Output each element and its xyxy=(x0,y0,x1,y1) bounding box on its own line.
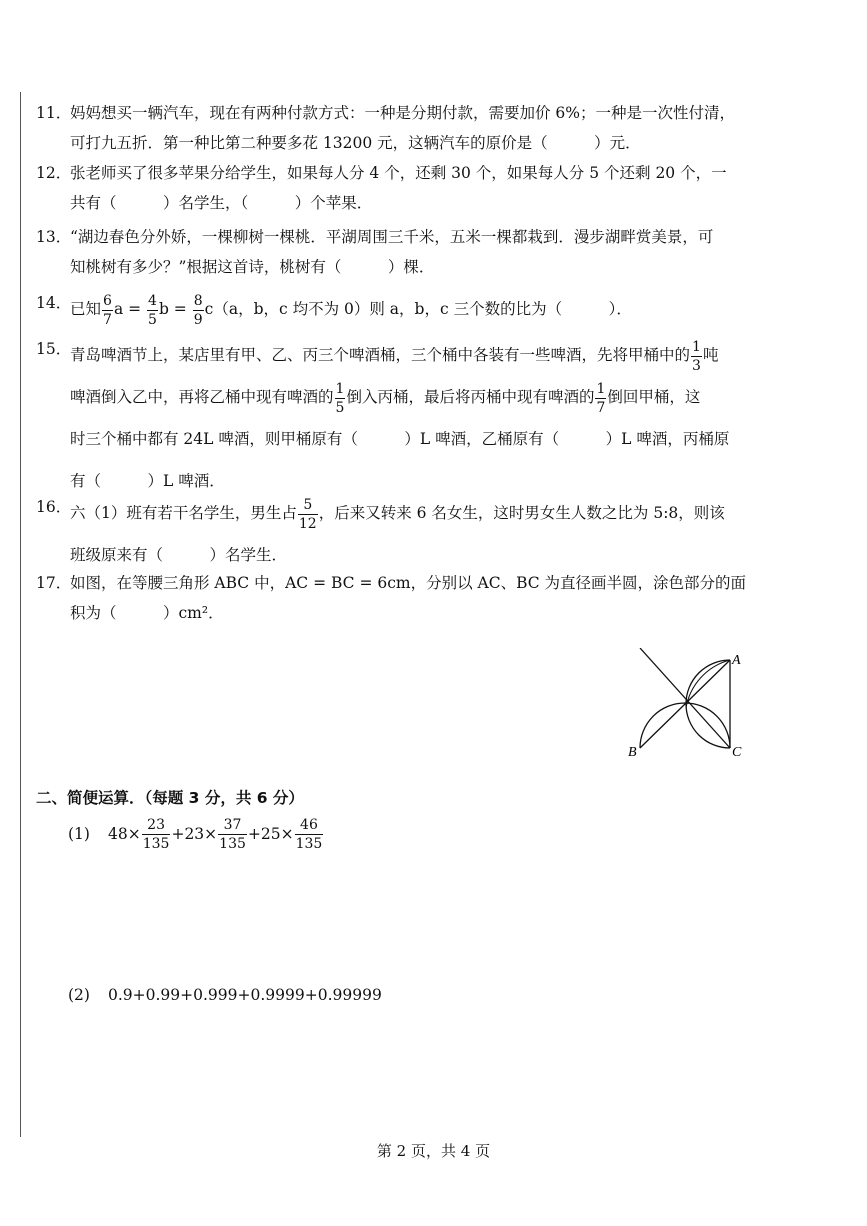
question-line-text: 知桃树有多少？”根据这首诗，桃树有（ ）棵． xyxy=(70,258,435,276)
question-number: 15． xyxy=(36,340,72,358)
fraction-numerator: 6 xyxy=(103,292,112,309)
calc-item-2-label: (2) xyxy=(68,986,90,1004)
side-bc xyxy=(640,648,730,748)
fraction-denominator: 135 xyxy=(142,836,170,852)
question-line-text: 啤酒倒入乙中，再将乙桶中现有啤酒的 xyxy=(70,388,334,406)
calc-1-text: +23× xyxy=(171,824,218,843)
question-13 xyxy=(36,222,760,282)
question-line xyxy=(70,598,760,628)
question-line-text: 张老师买了很多苹果分给学生，如果每人分 4 个，还剩 30 个，如果每人分 5 个还剩 20 个，一 xyxy=(70,164,727,182)
semicircle-on-bc xyxy=(640,703,730,748)
question-line xyxy=(70,418,760,460)
question-line-text: 积为（ ）cm²． xyxy=(70,604,224,622)
question-line-text: “湖边春色分外娇，一棵柳树一棵桃．平湖周围三千米，五米一棵都栽到．漫步湖畔赏美景，可 xyxy=(70,228,714,246)
question-body xyxy=(70,158,760,218)
question-line-text: 可打九五折．第一种比第二种要多花 13200 元，这辆汽车的原价是（ ）元． xyxy=(70,134,641,152)
fraction-numerator: 1 xyxy=(596,380,606,397)
question-body xyxy=(70,288,760,330)
question-body xyxy=(70,222,760,282)
page-footer: 第 2 页，共 4 页 xyxy=(376,1142,491,1160)
calc-1-text: +25× xyxy=(247,824,294,843)
question-line-text: 班级原来有（ ）名学生． xyxy=(70,546,288,564)
fraction-denominator: 7 xyxy=(103,311,112,328)
question-line-text: 倒入丙桶，最后将丙桶中现有啤酒的 xyxy=(346,388,595,406)
question-line-text: 吨 xyxy=(702,346,719,364)
question-12 xyxy=(36,158,760,218)
question-line xyxy=(70,492,760,534)
calc-item-1-label: (1) xyxy=(68,824,90,843)
question-line-text: 已知 xyxy=(70,300,102,318)
question-body xyxy=(70,334,760,502)
calc-item-2-expression xyxy=(108,986,382,1004)
question-body xyxy=(70,568,760,628)
question-11 xyxy=(36,98,760,158)
question-number: 11． xyxy=(36,104,72,122)
question-line-text: 青岛啤酒节上，某店里有甲、乙、丙三个啤酒桶，三个桶中各装有一些啤酒，先将甲桶中的 xyxy=(70,346,691,364)
question-line-text: 如图，在等腰三角形 ABC 中，AC = BC = 6cm，分别以 AC、BC 为直径画半圆，涂色部分的面 xyxy=(70,574,747,592)
fraction-denominator: 12 xyxy=(298,515,317,532)
question-line-text: 共有（ ）名学生，（ ）个苹果． xyxy=(70,194,373,212)
isosceles-triangle-figure xyxy=(620,648,750,760)
question-line-text: a = xyxy=(113,300,147,318)
calc-item-1-expression xyxy=(108,817,324,852)
question-line xyxy=(70,98,760,128)
calc-1-text: 48× xyxy=(108,824,141,843)
question-number: 17． xyxy=(36,574,72,592)
question-line-text: 六（1）班有若干名学生，男生占 xyxy=(70,504,297,522)
fraction-numerator: 8 xyxy=(193,292,203,309)
calc-1-fraction xyxy=(295,818,324,851)
fraction-denominator: 5 xyxy=(148,311,157,328)
question-line xyxy=(70,188,760,218)
label-a: A xyxy=(732,653,741,668)
question-16 xyxy=(36,492,760,576)
question-number: 12． xyxy=(36,164,72,182)
fraction-denominator: 7 xyxy=(596,399,606,416)
question-body xyxy=(70,492,760,576)
question-line-text: 倒回甲桶，这 xyxy=(607,388,701,406)
question-line xyxy=(70,252,760,282)
question-line-fraction xyxy=(595,382,606,415)
fraction-denominator: 135 xyxy=(219,836,246,852)
question-number: 16． xyxy=(36,498,72,516)
fraction-numerator: 1 xyxy=(692,338,701,355)
question-number: 14． xyxy=(36,294,72,312)
question-number: 13． xyxy=(36,228,72,246)
fraction-numerator: 46 xyxy=(295,818,324,835)
fraction-numerator: 5 xyxy=(298,498,318,515)
binding-margin-line xyxy=(20,92,21,1137)
fraction-numerator: 4 xyxy=(148,292,157,309)
question-line-fraction xyxy=(193,294,204,327)
question-line-text: 妈妈想买一辆汽车，现在有两种付款方式：一种是分期付款，需要加价 6%；一种是一次性付清， xyxy=(70,104,736,122)
question-line xyxy=(70,288,760,330)
fraction-numerator: 1 xyxy=(335,380,345,397)
calc-item-2 xyxy=(68,986,382,1004)
question-line xyxy=(70,376,760,418)
hypotenuse-ab xyxy=(640,660,730,748)
fraction-denominator: 3 xyxy=(692,357,701,374)
question-line-text: b = xyxy=(158,300,192,318)
question-line-text: 有（ ）L 啤酒． xyxy=(70,472,225,490)
question-line-fraction xyxy=(102,294,113,327)
question-line-fraction xyxy=(147,294,158,327)
calc-2-text: 0.9+0.99+0.999+0.9999+0.99999 xyxy=(108,986,382,1004)
question-line-fraction xyxy=(298,498,318,531)
question-line xyxy=(70,334,760,376)
question-line xyxy=(70,128,760,158)
section-title-simplified-calc: 二、简便运算．（每题 3 分，共 6 分） xyxy=(36,789,304,807)
question-line xyxy=(70,222,760,252)
fraction-denominator: 9 xyxy=(193,311,203,328)
label-c: C xyxy=(732,745,742,760)
question-line-fraction xyxy=(335,382,346,415)
question-line xyxy=(70,158,760,188)
question-line xyxy=(70,568,760,598)
fraction-denominator: 5 xyxy=(335,399,345,416)
question-14 xyxy=(36,288,760,330)
question-line-text: c（a，b，c 均不为 0）则 a，b，c 三个数的比为（ ）． xyxy=(204,300,632,318)
fraction-denominator: 135 xyxy=(295,836,323,852)
fraction-numerator: 23 xyxy=(142,818,171,835)
label-b: B xyxy=(628,745,637,760)
calc-1-fraction xyxy=(142,818,171,851)
calc-item-1 xyxy=(68,818,324,851)
question-17 xyxy=(36,568,760,628)
question-line-text: ，后来又转来 6 名女生，这时男女生人数之比为 5:8，则该 xyxy=(318,504,725,522)
question-15 xyxy=(36,334,760,502)
question-line-text: 时三个桶中都有 24L 啤酒，则甲桶原有（ ）L 啤酒，乙桶原有（ ）L 啤酒，丙桶原 xyxy=(70,430,730,448)
question-line-fraction xyxy=(691,340,702,373)
fraction-numerator: 37 xyxy=(218,818,247,835)
calc-1-fraction xyxy=(218,818,247,851)
question-body xyxy=(70,98,760,158)
